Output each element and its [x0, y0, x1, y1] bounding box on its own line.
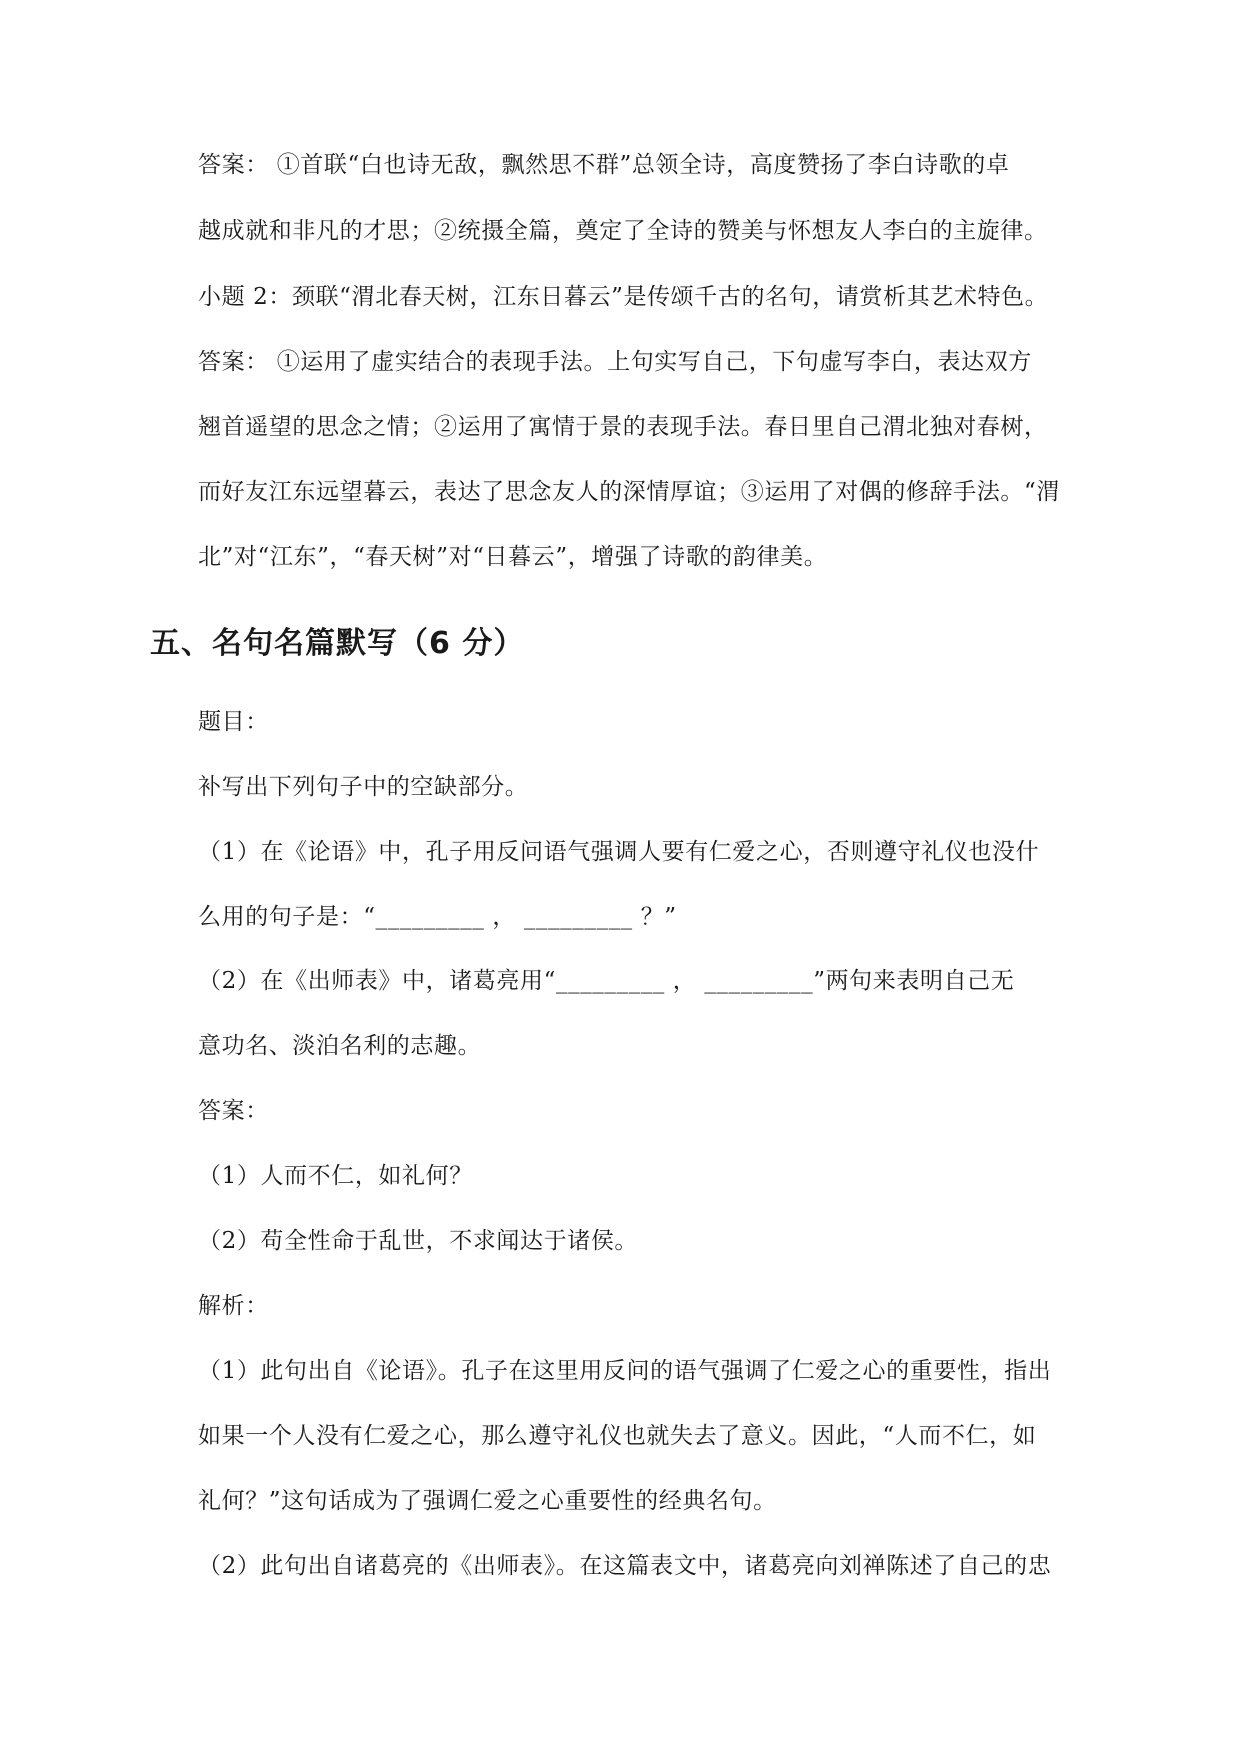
question-text-line: 小题 2：颈联“渭北春天树，江东日暮云”是传颂千古的名句，请赏析其艺术特色。: [198, 284, 1049, 310]
question-label: 题目：: [198, 709, 269, 735]
answer-text-line: （2）苟全性命于乱世，不求闻达于诸侯。: [198, 1228, 639, 1254]
answer-text-line: 答案： ①运用了虚实结合的表现手法。上句实写自己，下句虚写李白，表达双方: [198, 349, 1032, 375]
answer-text-line: （1）人而不仁，如礼何？: [198, 1163, 473, 1189]
answer-text-line: 翘首遥望的思念之情；②运用了寓情于景的表现手法。春日里自己渭北独对春树，: [198, 414, 1048, 440]
analysis-text-line: （1）此句出自《论语》。孔子在这里用反问的语气强调了仁爱之心的重要性，指出: [198, 1358, 1052, 1384]
section-heading: 五、名句名篇默写（6 分）: [150, 626, 525, 661]
analysis-text-line: （2）此句出自诸葛亮的《出师表》。在这篇表文中，诸葛亮向刘禅陈述了自己的忠: [198, 1553, 1052, 1579]
answer-text-line: 北”对“江东”，“春天树”对“日暮云”，增强了诗歌的韵律美。: [198, 544, 828, 570]
question-text-line: 补写出下列句子中的空缺部分。: [198, 774, 529, 800]
answer-text-line: 而好友江东远望暮云，表达了思念友人的深情厚谊；③运用了对偶的修辞手法。“渭: [198, 479, 1060, 505]
analysis-label: 解析：: [198, 1293, 269, 1319]
question-text-line: 么用的句子是：“_________ ， _________ ？”: [198, 904, 677, 930]
analysis-text-line: 如果一个人没有仁爱之心，那么遵守礼仪也就失去了意义。因此，“人而不仁，如: [198, 1423, 1037, 1449]
answer-text-line: 答案： ①首联“白也诗无敌，飘然思不群”总领全诗，高度赞扬了李白诗歌的卓: [198, 152, 1010, 178]
question-text-line: （1）在《论语》中，孔子用反问语气强调人要有仁爱之心，否则遵守礼仪也没什: [198, 839, 1040, 865]
answer-text-line: 越成就和非凡的才思；②统摄全篇，奠定了全诗的赞美与怀想友人李白的主旋律。: [198, 218, 1048, 244]
question-text-line: （2）在《出师表》中，诸葛亮用“_________ ， _________”两句来表明自己无: [198, 968, 1015, 994]
answer-label: 答案：: [198, 1098, 269, 1124]
question-text-line: 意功名、淡泊名利的志趣。: [198, 1033, 482, 1059]
analysis-text-line: 礼何？”这句话成为了强调仁爱之心重要性的经典名句。: [198, 1488, 777, 1514]
